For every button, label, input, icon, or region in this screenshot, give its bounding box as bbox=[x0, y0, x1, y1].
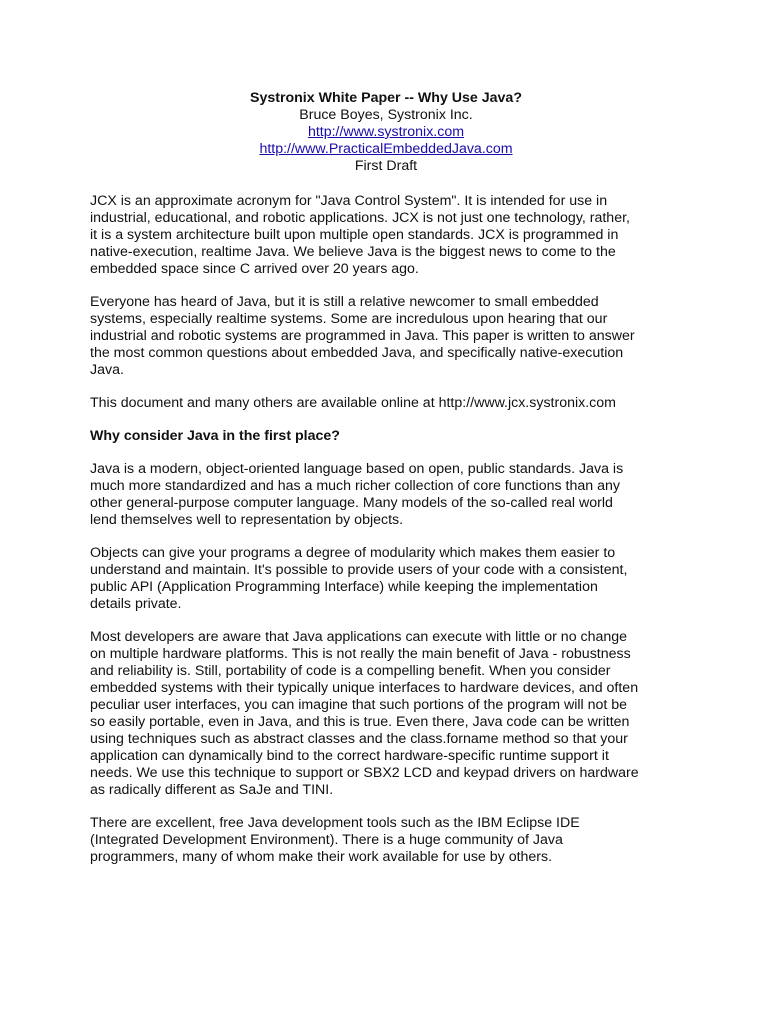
paragraph-newcomer: Everyone has heard of Java, but it is still a relative newcomer to small embedded systems, especially realtime systems. Some are incredulous upon hearing that our industrial and robotic systems are programmed in Java. This paper is written to answer the most common questions about embedded Java, and specifically native-execution Java. bbox=[90, 294, 635, 378]
paragraph-intro: JCX is an approximate acronym for "Java Control System". It is intended for use in industrial, educational, and robotic applications. JCX is not just one technology, rather, it is a system architecture built upon multiple open standards. JCX is programmed in native-execution, realtime Java. We believe Java is the biggest news to come to the embedded space since C arrived over 20 years ago. bbox=[90, 193, 630, 277]
author-line: Bruce Boyes, Systronix Inc. bbox=[299, 107, 473, 123]
paragraph-online: This document and many others are available online at http://www.jcx.systronix.com bbox=[90, 395, 616, 411]
practical-embedded-java-link[interactable]: http://www.PracticalEmbeddedJava.com bbox=[259, 141, 513, 157]
document-page bbox=[90, 90, 682, 882]
systronix-link[interactable]: http://www.systronix.com bbox=[307, 124, 465, 140]
document-header bbox=[90, 90, 682, 175]
paragraph-portability: Most developers are aware that Java applications can execute with little or no change on multiple hardware platforms. This is not really the main benefit of Java - robustness and reliability is. Still, portability of code is a compelling benefit. When you consider embedded systems with their typically unique interfaces to hardware devices, and often peculiar user interfaces, you can imagine that such portions of the program will not be so easily portable, even in Java, and this is true. Even there, Java code can be written using techniques such as abstract classes and the class.forname method so that your application can dynamically bind to the correct hardware-specific runtime support it needs. We use this technique to support or SBX2 LCD and keypad drivers on hardware as radically different as SaJe and TINI. bbox=[90, 629, 639, 798]
paragraph-tools: There are excellent, free Java development tools such as the IBM Eclipse IDE (Integrated Development Environment). There is a huge community of Java programmers, many of whom make their work available for use by others. bbox=[90, 815, 580, 865]
draft-label: First Draft bbox=[354, 158, 418, 174]
section-heading: Why consider Java in the first place? bbox=[90, 428, 340, 444]
paragraph-objects: Objects can give your programs a degree of modularity which makes them easier to understand and maintain. It's possible to provide users of your code with a consistent, public API (Application Programming Interface) while keeping the implementation details private. bbox=[90, 545, 628, 612]
document-title: Systronix White Paper -- Why Use Java? bbox=[249, 90, 522, 106]
paragraph-modern-language: Java is a modern, object-oriented language based on open, public standards. Java is much more standardized and has a much richer collection of core functions than any other general-purpose computer language. Many models of the so-called real world lend themselves well to representation by objects. bbox=[90, 461, 624, 528]
